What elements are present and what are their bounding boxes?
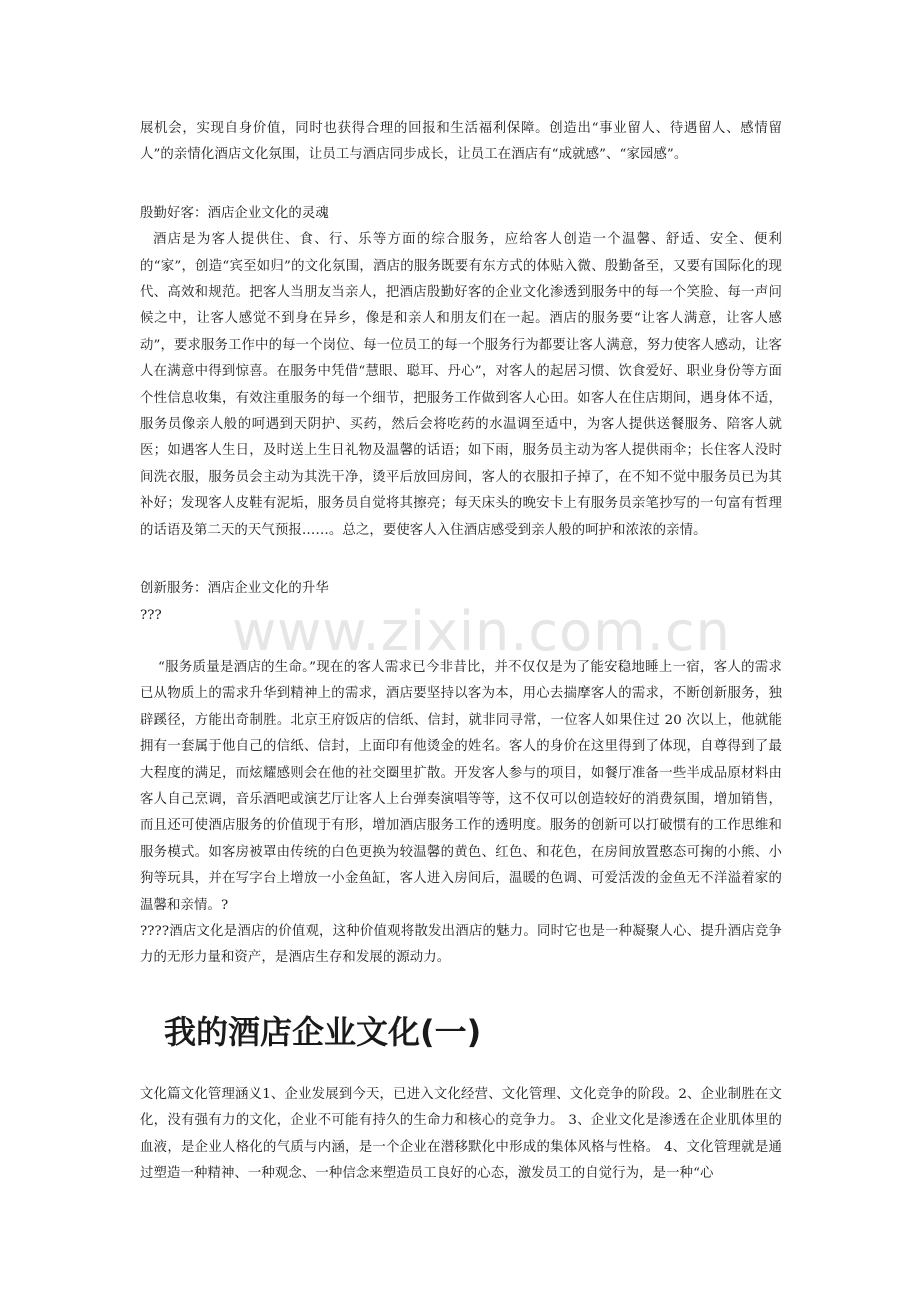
document-title: 我的酒店企业文化(一) [164, 1012, 482, 1051]
paragraph-innovation: “服务质量是酒店的生命。”现在的客人需求已今非昔比，并不仅仅是为了能安稳地睡上一宿，客人的需求已从物质上的需求升华到精神上的需求，酒店要坚持以客为本，用心去揣摩客人的需求，不断创新服务，独辟蹊径，方能出奇制胜。北京王府饭店的信纸、信封，就非同寻常，一位客人如果住过 20 次以上，他就能拥有一套属于他自己的信纸、信封，上面印有他烫金的姓名。客人的身价在这里得到了体现，自尊得到了最大程度的满足，而炫耀感则会在他的社交圈里扩散。开发客人参与的项目，如餐厅准备一些半成品原材料由客人自己烹调，音乐酒吧或演艺厅让客人上台弹奏演唱等等，这不仅可以创造较好的消费氛围，增加销售，而且还可使酒店服务的价值现于有形，增加酒店服务工作的透明度。服务的创新可以打破惯有的工作思维和服务模式。如客房被罩由传统的白色更换为较温馨的黄色、红色、和花色，在房间放置憨态可掬的小熊、小狗等玩具，并在写字台上增放一小金鱼缸，客人进入房间后，温暖的色调、可爱活泼的金鱼无不洋溢着家的温馨和亲情。? [140, 659, 782, 913]
paragraph-intro: 展机会，实现自身价值，同时也获得合理的回报和生活福利保障。创造出“事业留人、待遇留人、感情留人”的亲情化酒店文化氛围，让员工与酒店同步成长，让员工在酒店有“成就感”、“家园感”。 [140, 121, 782, 163]
paragraph-hospitality: 酒店是为客人提供住、食、行、乐等方面的综合服务，应给客人创造一个温馨、舒适、安全、便利的“家”，创造“宾至如归”的文化氛围，酒店的服务既要有东方式的体贴入微、殷勤备至，又要有国际化的现代、高效和规范。把客人当朋友当亲人，把酒店殷勤好客的企业文化渗透到服务中的每一个笑脸、每一声问候之中，让客人感觉不到身在异乡，像是和亲人和朋友们在一起。酒店的服务要“让客人满意，让客人感动”，要求服务工作中的每一个岗位、每一位员工的每一个服务行为都要让客人满意，努力使客人感动，让客人在满意中得到惊喜。在服务中凭借“慧眼、聪耳、丹心”，对客人的起居习惯、饮食爱好、职业身份等方面个性信息收集，有效注重服务的每一个细节，把服务工作做到客人心田。如客人在住店期间，遇身体不适，服务员像亲人般的呵遇到天阴护、买药，然后会将吃药的水温调至适中，为客人提供送餐服务、陪客人就医；如遇客人生日，及时送上生日礼物及温馨的话语；如下雨，服务员主动为客人提供雨伞；长住客人没时间洗衣服，服务员会主动为其洗干净，烫平后放回房间，客人的衣服扣子掉了，在不知不觉中服务员已为其补好；发现客人皮鞋有泥垢，服务员自觉将其擦亮；每天床头的晚安卡上有服务员亲笔抄写的一句富有哲理的话语及第二天的天气预报……。总之，要使客人入住酒店感受到亲人般的呵护和浓浓的亲情。 [140, 232, 782, 538]
section-heading-innovation: 创新服务：酒店企业文化的升华 [140, 581, 329, 597]
placeholder-marks: ??? [140, 607, 162, 623]
document-page [140, 116, 782, 1187]
section-heading-hospitality: 殷勤好客：酒店企业文化的灵魂 [140, 205, 329, 221]
paragraph-value-summary: ????酒店文化是酒店的价值观，这种价值观将散发出酒店的魅力。同时它也是一种凝聚人心、提升酒店竞争力的无形力量和资产，是酒店生存和发展的源动力。 [140, 923, 782, 966]
watermark: www.zixin.com.cn [232, 600, 731, 663]
paragraph-culture-management: 文化篇文化管理涵义1、企业发展到今天，已进入文化经营、文化管理、文化竞争的阶段。2、企业制胜在文化，没有强有力的文化，企业不可能有持久的生命力和核心的竞争力。 3、企业文化是渗透在企业肌体里的血液，是企业人格化的气质与内涵，是一个企业在潜移默化中形成的集体风格与性格。 4、文化管理就是通过塑造一种精神、一种观念、一种信念来塑造员工良好的心态，激发员工的自觉行为，是一种“心 [140, 1086, 782, 1181]
